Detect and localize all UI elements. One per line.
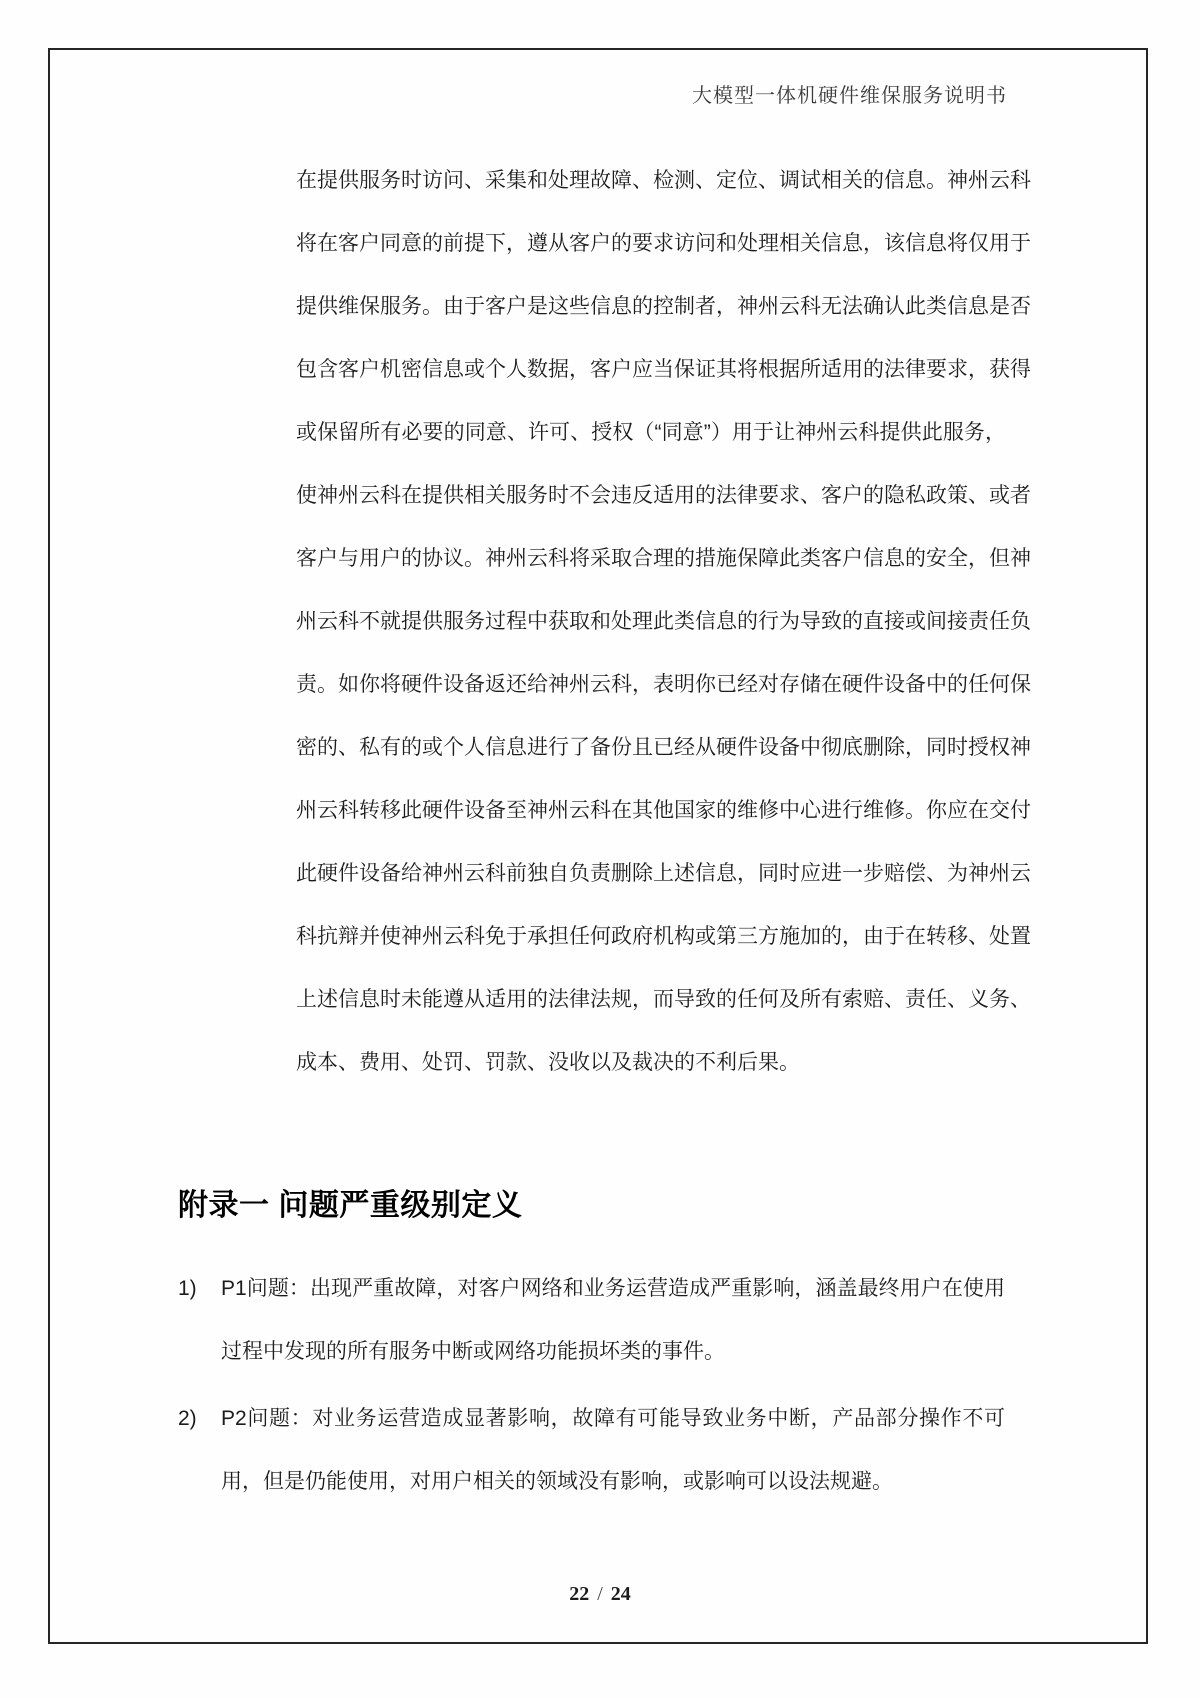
- paragraph-line: 此硬件设备给神州云科前独自负责删除上述信息，同时应进一步赔偿、为神州云: [296, 862, 1031, 885]
- paragraph-line: 科抗辩并使神州云科免于承担任何政府机构或第三方施加的，由于在转移、处置: [296, 925, 1031, 948]
- body-paragraph: [296, 149, 1031, 1094]
- paragraph-line: 州云科转移此硬件设备至神州云科在其他国家的维修中心进行维修。你应在交付: [296, 799, 1031, 822]
- list-line: 用，但是仍能使用，对用户相关的领域没有影响，或影响可以设法规避。: [221, 1470, 893, 1493]
- list-line: P1问题：出现严重故障，对客户网络和业务运营造成严重影响，涵盖最终用户在使用: [221, 1277, 1005, 1300]
- paragraph-line: 包含客户机密信息或个人数据，客户应当保证其将根据所适用的法律要求，获得: [296, 358, 1031, 381]
- appendix-heading: 附录一 问题严重级别定义: [178, 1189, 523, 1222]
- page-header-title: 大模型一体机硬件维保服务说明书: [692, 85, 1007, 107]
- list-marker: 1): [178, 1277, 197, 1300]
- list-marker: 2): [178, 1407, 197, 1430]
- paragraph-line: 使神州云科在提供相关服务时不会违反适用的法律要求、客户的隐私政策、或者: [296, 484, 1031, 507]
- paragraph-line: 客户与用户的协议。神州云科将采取合理的措施保障此类客户信息的安全，但神: [296, 547, 1031, 570]
- list-line: 过程中发现的所有服务中断或网络功能损坏类的事件。: [221, 1340, 725, 1363]
- paragraph-line: 州云科不就提供服务过程中获取和处理此类信息的行为导致的直接或间接责任负: [296, 610, 1031, 633]
- list-line: P2问题：对业务运营造成显著影响，故障有可能导致业务中断，产品部分操作不可: [221, 1407, 1005, 1430]
- paragraph-line: 将在客户同意的前提下，遵从客户的要求访问和处理相关信息，该信息将仅用于: [296, 232, 1031, 255]
- paragraph-line: 成本、费用、处罚、罚款、没收以及裁决的不利后果。: [296, 1051, 800, 1074]
- paragraph-line: 提供维保服务。由于客户是这些信息的控制者，神州云科无法确认此类信息是否: [296, 295, 1031, 318]
- page-footer: [0, 1576, 1200, 1612]
- list-item-p1: [178, 1257, 1008, 1383]
- list-item-p2: [178, 1387, 1008, 1513]
- page-number-separator: /: [597, 1583, 603, 1605]
- paragraph-line: 或保留所有必要的同意、许可、授权（“同意”）用于让神州云科提供此服务，: [296, 421, 1006, 444]
- paragraph-line: 责。如你将硬件设备返还给神州云科，表明你已经对存储在硬件设备中的任何保: [296, 673, 1031, 696]
- total-page-number: 24: [610, 1583, 631, 1605]
- paragraph-line: 密的、私有的或个人信息进行了备份且已经从硬件设备中彻底删除，同时授权神: [296, 736, 1031, 759]
- list-item-text: [221, 1387, 1005, 1513]
- paragraph-line: 在提供服务时访问、采集和处理故障、检测、定位、调试相关的信息。神州云科: [296, 169, 1031, 192]
- list-item-text: [221, 1257, 1005, 1383]
- paragraph-line: 上述信息时未能遵从适用的法律法规，而导致的任何及所有索赔、责任、义务、: [296, 988, 1031, 1011]
- severity-definitions-list: [178, 1257, 1008, 1517]
- current-page-number: 22: [569, 1583, 590, 1605]
